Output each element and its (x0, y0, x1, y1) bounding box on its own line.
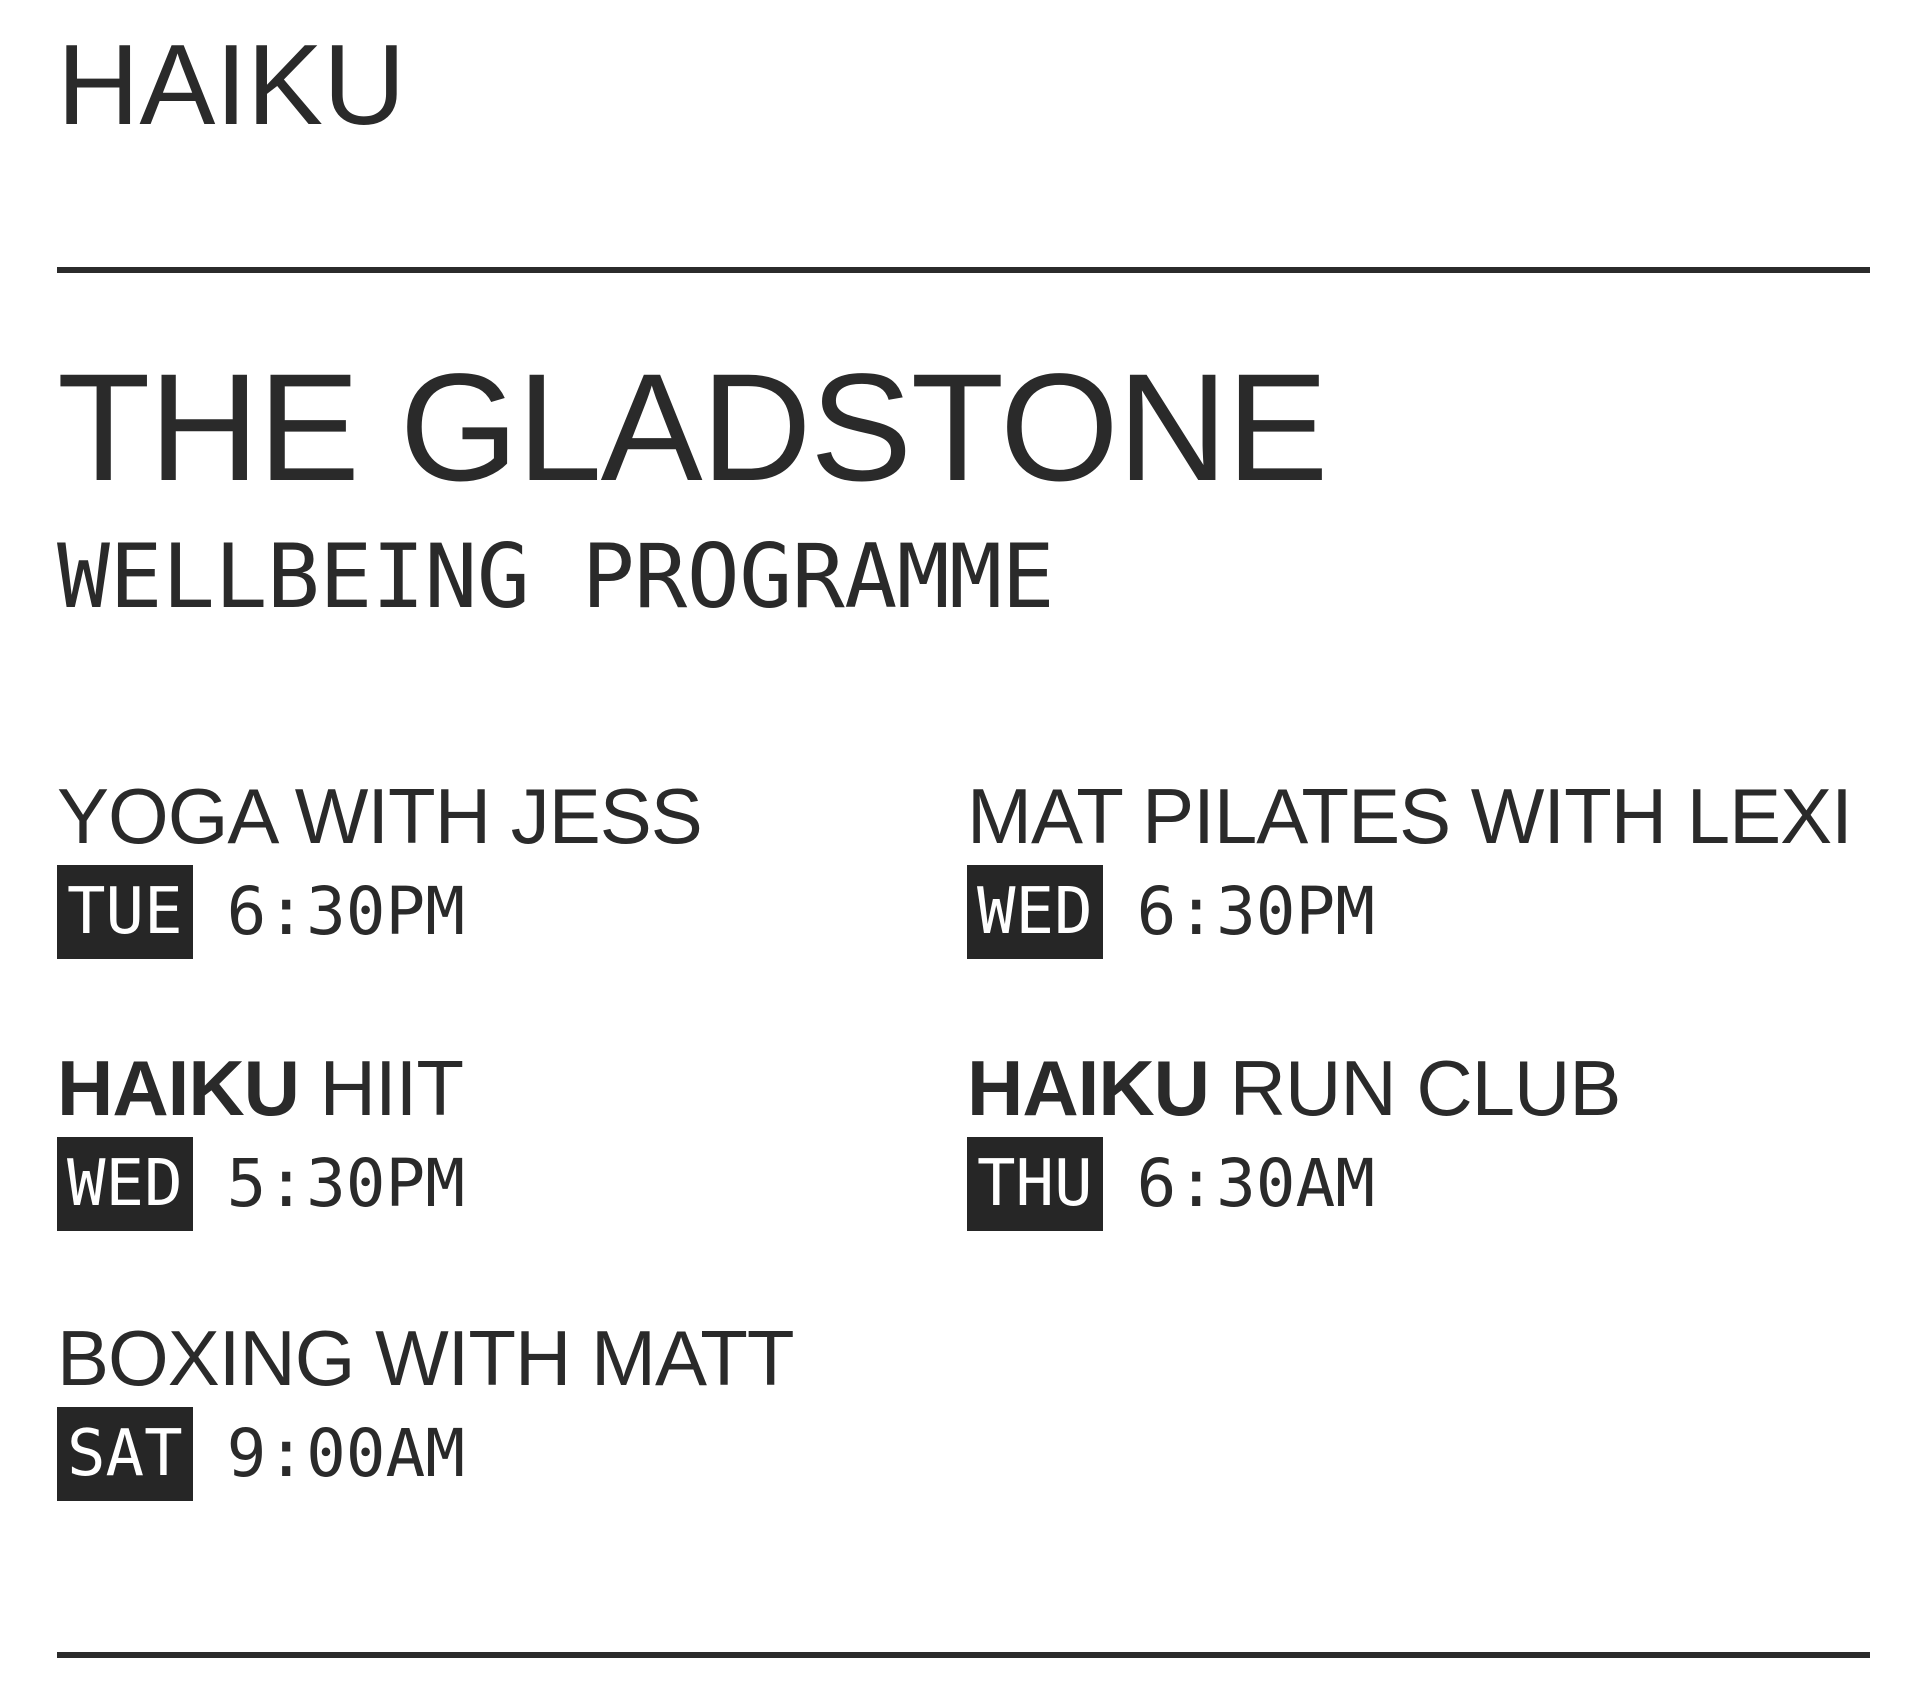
class-title (967, 772, 1852, 860)
class-title-text: BOXING WITH MATT (57, 1314, 794, 1402)
class-card-boxing (57, 1314, 794, 1501)
class-title (967, 1044, 1621, 1132)
page-subtitle: WELLBEING PROGRAMME (57, 525, 1055, 628)
day-badge: WED (967, 865, 1103, 959)
time-text: 5:30PM (226, 1145, 466, 1222)
top-divider (57, 267, 1870, 273)
class-title-brand: HAIKU (57, 1044, 299, 1132)
page-title: THE GLADSTONE (57, 342, 1327, 513)
class-title (57, 772, 702, 860)
class-title-text: HIIT (299, 1044, 463, 1132)
class-card-yoga (57, 772, 702, 959)
time-text: 6:30PM (1136, 873, 1376, 950)
class-title-brand: HAIKU (967, 1044, 1209, 1132)
class-card-hiit (57, 1044, 466, 1231)
class-title (57, 1044, 465, 1132)
class-title-text: RUN CLUB (1209, 1044, 1621, 1132)
day-badge: TUE (57, 865, 193, 959)
time-text: 9:00AM (226, 1415, 466, 1492)
class-card-mat-pilates (967, 772, 1852, 959)
class-card-run-club (967, 1044, 1621, 1231)
bottom-divider (57, 1652, 1870, 1658)
schedule-line (967, 1137, 1620, 1231)
schedule-line (57, 1407, 794, 1501)
day-badge: THU (967, 1137, 1103, 1231)
day-badge: WED (57, 1137, 193, 1231)
class-title-text: MAT PILATES WITH LEXI (967, 772, 1852, 860)
schedule-line (57, 865, 702, 959)
brand-logo: HAIKU (57, 22, 406, 149)
schedule-line (967, 865, 1852, 959)
schedule-line (57, 1137, 465, 1231)
class-title (57, 1314, 794, 1402)
time-text: 6:30PM (226, 873, 466, 950)
time-text: 6:30AM (1136, 1145, 1376, 1222)
class-title-text: YOGA WITH JESS (57, 772, 702, 860)
day-badge: SAT (57, 1407, 193, 1501)
